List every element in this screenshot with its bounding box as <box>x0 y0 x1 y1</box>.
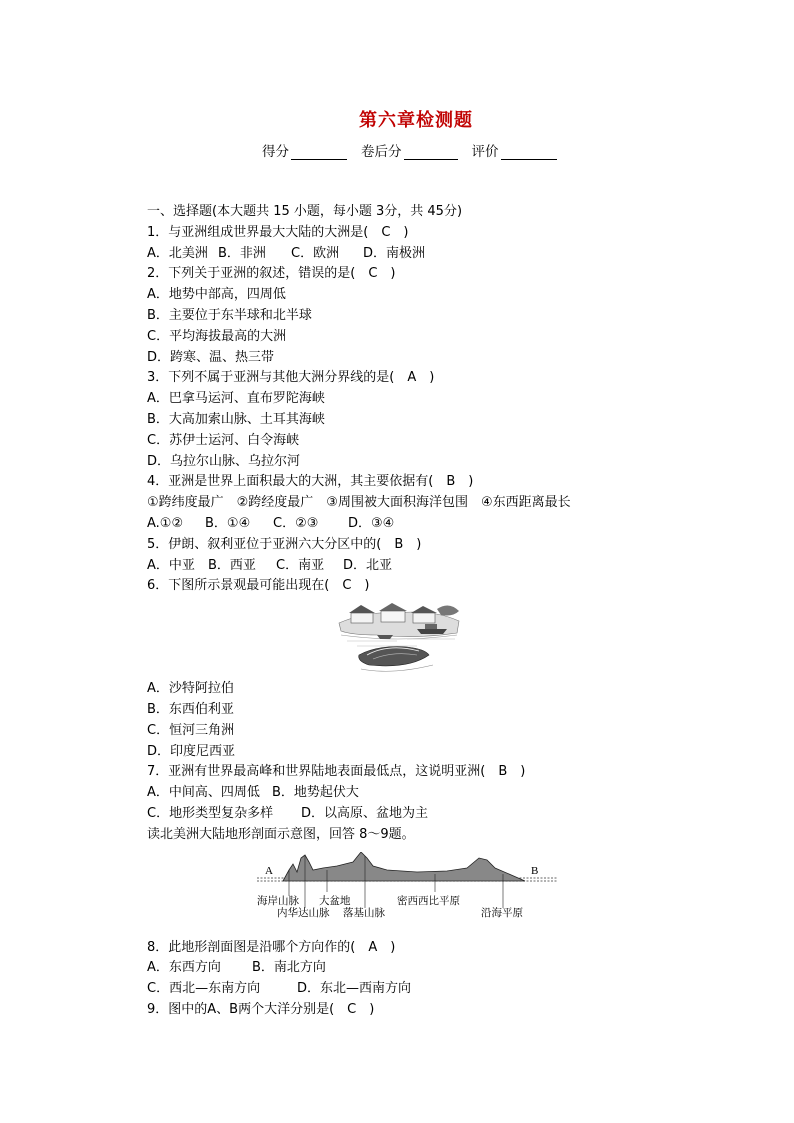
section-heading: 一、选择题(本大题共 15 小题，每小题 3分，共 45分) <box>147 204 463 219</box>
paper-score-field: 卷后分 <box>361 140 458 160</box>
score-field: 得分 <box>262 140 347 160</box>
question-list <box>147 202 647 1021</box>
option-row <box>147 958 647 979</box>
option: C．南亚 <box>276 557 325 573</box>
option-row <box>147 514 647 535</box>
option: D．印度尼西亚 <box>147 743 236 759</box>
option-row <box>147 804 647 825</box>
evaluation-field: 评价 <box>472 140 557 160</box>
option: D．南极洲 <box>363 245 426 261</box>
question-stem: 9．图中的A、B两个大洋分别是( C ) <box>147 1001 375 1017</box>
option: B．地势起伏大 <box>272 785 359 801</box>
option: A．巴拿马运河、直布罗陀海峡 <box>147 391 325 407</box>
delta-landscape-illustration <box>147 597 647 679</box>
option: A．中间高、四周低 <box>147 785 260 801</box>
option: D．以高原、盆地为主 <box>301 805 429 821</box>
evaluation-blank <box>501 145 557 160</box>
point-a-label: A <box>265 864 273 877</box>
question-stem: 4．亚洲是世界上面积最大的大洲，其主要依据有( B ) <box>147 474 474 490</box>
option: B．西亚 <box>208 557 256 573</box>
option-row <box>147 783 647 804</box>
option: A．北美洲 <box>147 245 208 261</box>
option: D．跨寒、温、热三带 <box>147 349 275 365</box>
option: C．恒河三角洲 <box>147 722 235 738</box>
option: C．平均海拔最高的大洲 <box>147 328 287 344</box>
option: C．地形类型复杂多样 <box>147 805 274 821</box>
option: A．中亚 <box>147 557 195 573</box>
reading-instruction: 读北美洲大陆地形剖面示意图，回答 8～9题。 <box>147 826 415 842</box>
option: C．西北—东南方向 <box>147 981 261 997</box>
option: B．①④ <box>205 515 251 531</box>
option: B．非洲 <box>218 245 266 261</box>
profile-label: 落基山脉 <box>343 907 385 919</box>
option: D．北亚 <box>343 557 393 573</box>
option: A．地势中部高，四周低 <box>147 287 286 303</box>
option-row <box>147 556 647 577</box>
terrain-profile-figure <box>147 846 647 938</box>
option: A．东西方向 <box>147 960 221 976</box>
option: C．欧洲 <box>291 245 340 261</box>
option: A.①② <box>147 515 184 531</box>
profile-label: 大盆地 <box>319 895 351 907</box>
paper-score-blank <box>404 145 458 160</box>
option-row <box>147 979 647 1000</box>
page-title: 第六章检测题 <box>359 110 473 131</box>
question-stem: 8．此地形剖面图是沿哪个方向作的( A ) <box>147 939 396 955</box>
option: B．大高加索山脉、土耳其海峡 <box>147 411 325 427</box>
option: D．乌拉尔山脉、乌拉尔河 <box>147 453 301 469</box>
option: D．③④ <box>348 515 395 531</box>
question-stem: 1．与亚洲组成世界最大大陆的大洲是( C ) <box>147 224 409 240</box>
option: D．东北—西南方向 <box>297 981 412 997</box>
profile-label: 密西西比平原 <box>397 895 460 907</box>
statement-list: ①跨纬度最广 ②跨经度最广 ③周围被大面积海洋包围 ④东西距离最长 <box>147 495 571 511</box>
question-stem: 2．下列关于亚洲的叙述，错误的是( C ) <box>147 266 396 282</box>
question-stem: 5．伊朗、叙利亚位于亚洲六大分区中的( B ) <box>147 536 422 552</box>
score-blank <box>291 145 347 160</box>
score-line <box>262 140 557 160</box>
village-boats-image <box>337 599 461 677</box>
option: B．东西伯利亚 <box>147 701 234 717</box>
option-row <box>147 244 647 265</box>
profile-label: 海岸山脉 <box>257 895 299 907</box>
profile-label: 内华达山脉 <box>277 907 330 919</box>
option: A．沙特阿拉伯 <box>147 681 234 697</box>
point-b-label: B <box>531 864 539 877</box>
option: B．主要位于东半球和北半球 <box>147 307 312 323</box>
question-stem: 7．亚洲有世界最高峰和世界陆地表面最低点，这说明亚洲( B ) <box>147 764 526 780</box>
option: C．苏伊士运河、白令海峡 <box>147 432 300 448</box>
question-stem: 3．下列不属于亚洲与其他大洲分界线的是( A ) <box>147 370 435 386</box>
north-america-profile-diagram <box>257 852 557 922</box>
option: B．南北方向 <box>252 960 326 976</box>
profile-label: 沿海平原 <box>481 907 523 919</box>
option: C．②③ <box>273 515 319 531</box>
question-stem: 6．下图所示景观最可能出现在( C ) <box>147 578 370 594</box>
